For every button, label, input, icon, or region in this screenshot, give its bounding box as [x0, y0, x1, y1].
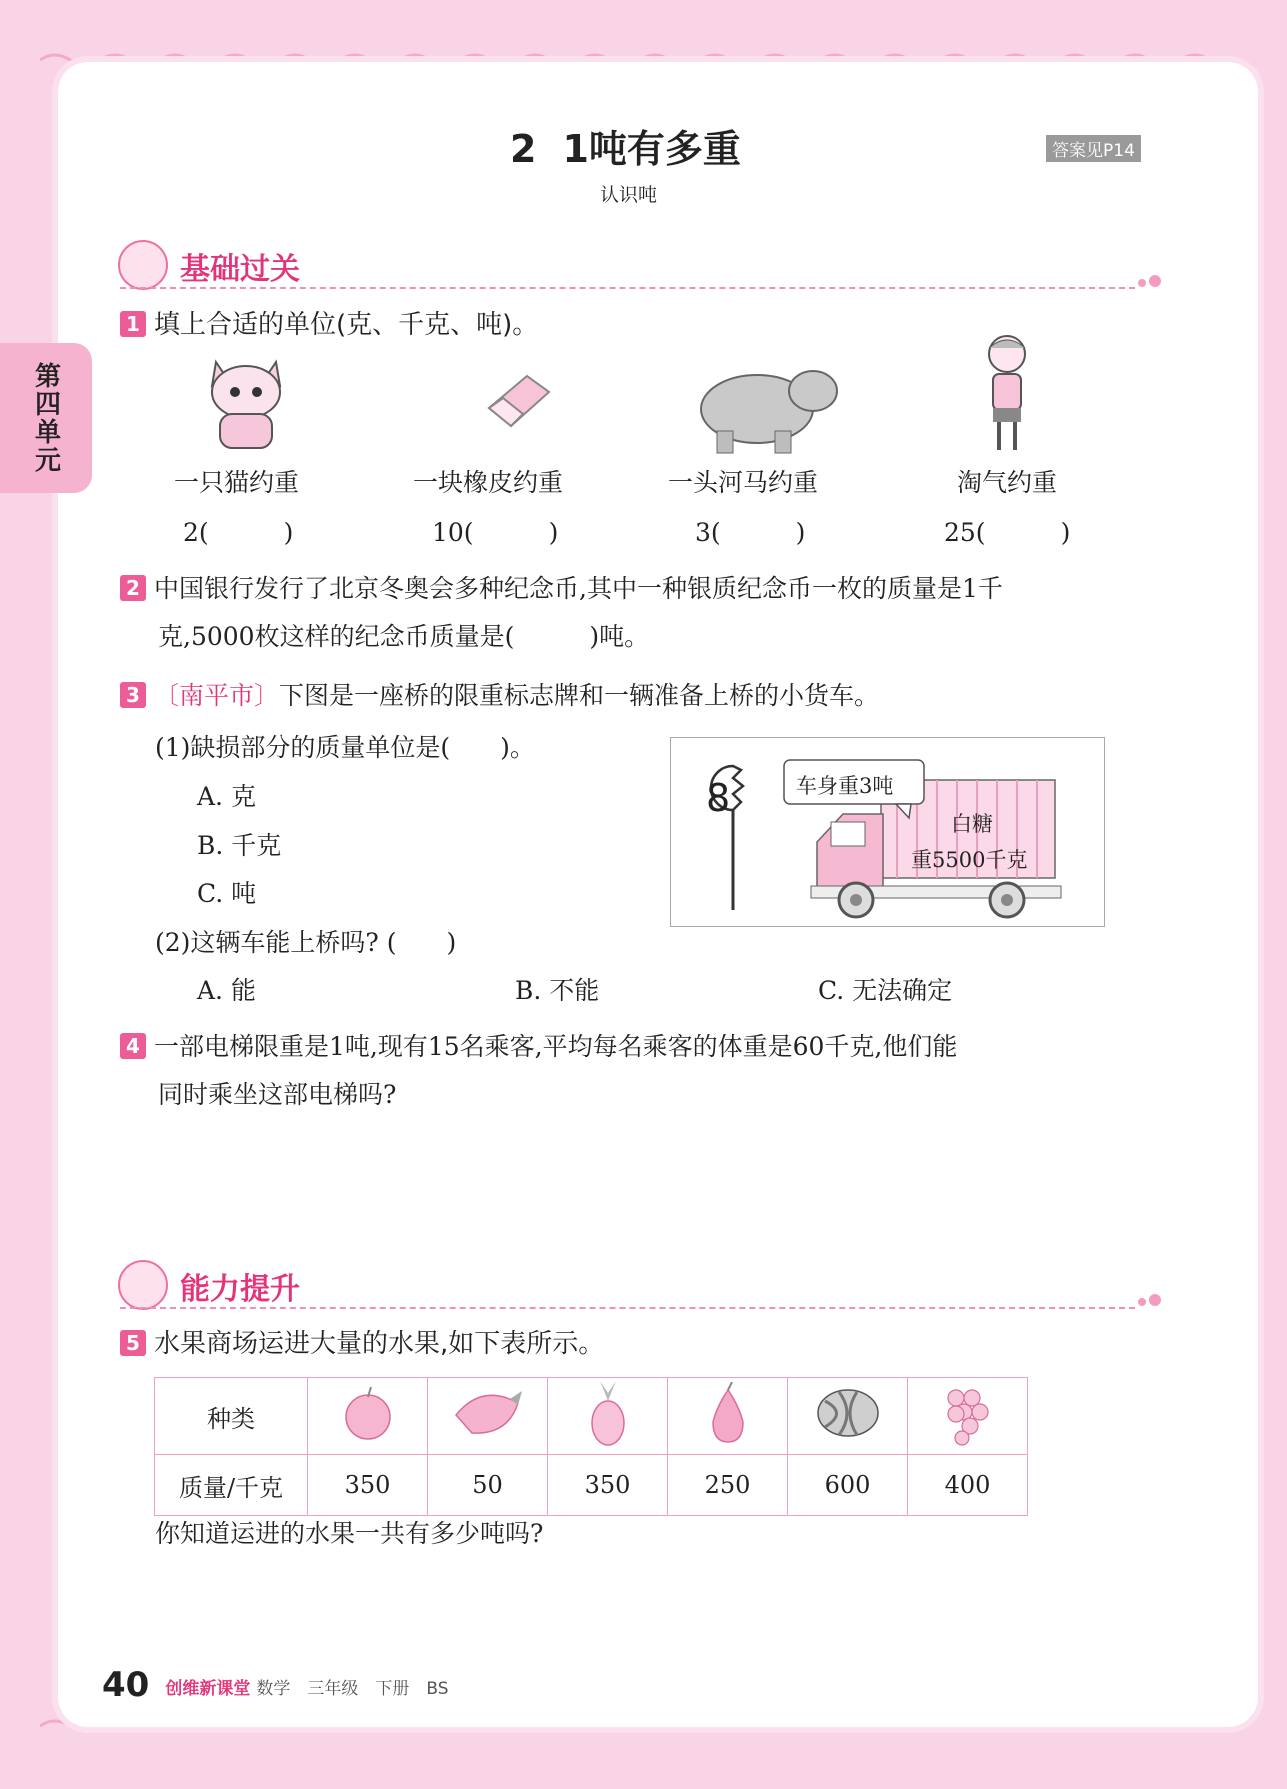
- question-3: [120, 672, 879, 720]
- apple-icon: [308, 1378, 428, 1455]
- q1-item-label: 一块橡皮约重: [413, 468, 564, 497]
- lesson-number: 2: [510, 127, 537, 171]
- footer-meta: 数学 三年级 下册 BS: [256, 1679, 449, 1699]
- q1-answer-blank[interactable]: 2( ): [183, 518, 294, 547]
- q3-option-a[interactable]: A. 能: [197, 976, 256, 1005]
- question-1: [120, 305, 538, 345]
- weight-cell: 350: [548, 1455, 668, 1516]
- q1-answer-blank[interactable]: 25( ): [944, 518, 1071, 547]
- weight-cell: 400: [908, 1455, 1028, 1516]
- brand-name: 创维新课堂: [165, 1679, 251, 1699]
- region-tag: 〔南平市〕: [154, 681, 280, 710]
- q5-followup-question: 你知道运进的水果一共有多少吨吗?: [155, 1519, 544, 1548]
- speed-limit-sign-number: 8: [706, 776, 731, 820]
- question-text: 填上合适的单位(克、千克、吨)。: [154, 310, 539, 340]
- pear-icon: [668, 1378, 788, 1455]
- page-footer: [102, 1665, 448, 1705]
- boy-icon: [975, 332, 1039, 457]
- question-number: 5: [120, 1330, 146, 1356]
- section-heading-advanced: 能力提升: [180, 1272, 300, 1307]
- weight-cell: 350: [308, 1455, 428, 1516]
- weight-cell: 50: [428, 1455, 548, 1516]
- strawberry-icon: [428, 1378, 548, 1455]
- hippo-icon: [695, 355, 841, 455]
- weight-cell: 600: [788, 1455, 908, 1516]
- question-4: [120, 1023, 957, 1119]
- question-text-line1: 一部电梯限重是1吨,现有15名乘客,平均每名乘客的体重是60千克,他们能: [154, 1032, 958, 1061]
- q1-answer-blank[interactable]: 10( ): [432, 518, 559, 547]
- table-header-cell: 质量/千克: [155, 1455, 308, 1516]
- page-title: [510, 118, 741, 173]
- lesson-title: 1吨有多重: [562, 127, 741, 171]
- eraser-icon: [483, 368, 553, 432]
- question-5: [120, 1324, 604, 1364]
- q1-item-label: 淘气约重: [957, 468, 1058, 497]
- question-number: 1: [120, 311, 146, 337]
- q3-option-c[interactable]: C. 吨: [197, 879, 257, 908]
- question-text: 水果商场运进大量的水果,如下表所示。: [154, 1329, 605, 1359]
- section-heading-basic: 基础过关: [180, 252, 300, 287]
- mascot-icon: [118, 240, 168, 290]
- question-number: 2: [120, 575, 146, 601]
- question-text-line2[interactable]: 克,5000枚这样的纪念币质量是( )吨。: [158, 622, 650, 651]
- q3-option-c[interactable]: C. 无法确定: [818, 976, 953, 1005]
- q3-option-b[interactable]: B. 千克: [197, 831, 282, 860]
- question-number: 4: [120, 1033, 146, 1059]
- section-divider: [120, 1307, 1135, 1309]
- mascot-icon: [118, 1260, 168, 1310]
- q1-item-label: 一头河马约重: [668, 468, 819, 497]
- dots-icon: [1135, 1291, 1161, 1310]
- q3-subquestion-1[interactable]: (1)缺损部分的质量单位是( )。: [155, 733, 535, 762]
- question-text-line2: 同时乘坐这部电梯吗?: [158, 1080, 397, 1109]
- lesson-subtitle: 认识吨: [600, 184, 658, 206]
- pineapple-icon: [548, 1378, 668, 1455]
- section-divider: [120, 287, 1135, 289]
- cat-icon: [198, 352, 294, 452]
- q3-option-a[interactable]: A. 克: [197, 782, 256, 811]
- question-number: 3: [120, 682, 146, 708]
- table-row: [155, 1455, 1028, 1516]
- table-row: [155, 1378, 1028, 1455]
- q3-option-b[interactable]: B. 不能: [515, 976, 600, 1005]
- table-header-cell: 种类: [155, 1378, 308, 1455]
- bridge-truck-figure: [670, 737, 1105, 927]
- truck-weight-bubble: 车身重3吨: [796, 774, 894, 798]
- truck-illustration: [671, 738, 1104, 926]
- weight-cell: 250: [668, 1455, 788, 1516]
- grape-icon: [908, 1378, 1028, 1455]
- question-text-line1: 中国银行发行了北京冬奥会多种纪念币,其中一种银质纪念币一枚的质量是1千: [154, 574, 1003, 603]
- q3-subquestion-2[interactable]: (2)这辆车能上桥吗? ( ): [155, 928, 457, 957]
- question-text: 下图是一座桥的限重标志牌和一辆准备上桥的小货车。: [279, 681, 880, 710]
- answer-reference-badge: 答案见P14: [1046, 135, 1141, 162]
- q1-item-label: 一只猫约重: [174, 468, 300, 497]
- fruit-weight-table: [154, 1377, 1028, 1516]
- unit-side-tab: [0, 343, 92, 493]
- q1-answer-blank[interactable]: 3( ): [695, 518, 806, 547]
- dots-icon: [1135, 272, 1161, 291]
- cargo-label-line2: 重5500千克: [911, 848, 1028, 872]
- cargo-label-line1: 白糖: [951, 812, 993, 836]
- question-2: [120, 565, 1003, 661]
- watermelon-icon: [788, 1378, 908, 1455]
- page-number: 40: [102, 1665, 150, 1705]
- unit-tab-label: 第四单元: [30, 362, 61, 474]
